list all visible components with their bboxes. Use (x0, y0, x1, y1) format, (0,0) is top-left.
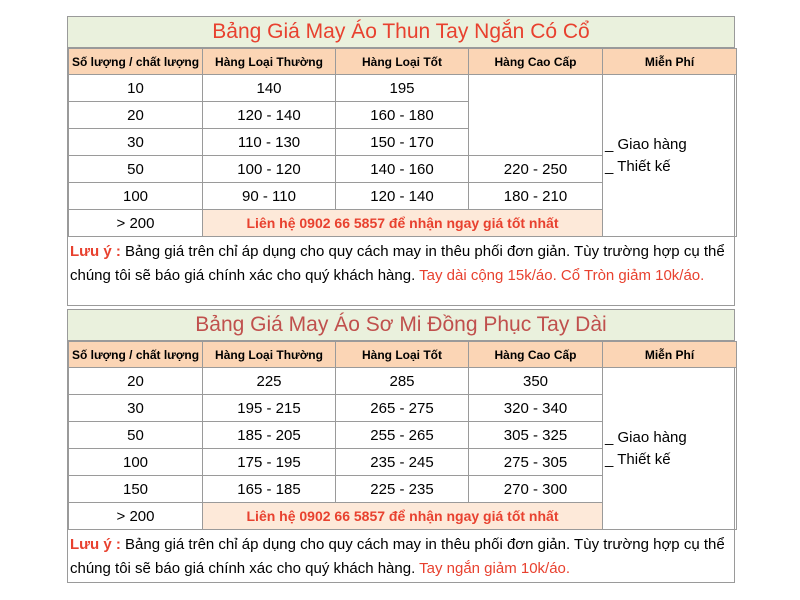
price-table-polo (67, 16, 735, 306)
header-quantity: Số lượng / chất lượng (69, 49, 203, 75)
qty-cell: 100 (69, 449, 203, 476)
premium-price-cell-empty (469, 75, 603, 156)
qty-cell: 150 (69, 476, 203, 503)
price-table-shirt (67, 309, 735, 583)
table-title: Bảng Giá May Áo Thun Tay Ngắn Có Cổ (68, 17, 734, 48)
good-price-cell: 140 - 160 (336, 156, 469, 183)
standard-price-cell: 195 - 215 (203, 395, 336, 422)
standard-price-cell: 100 - 120 (203, 156, 336, 183)
standard-price-cell: 225 (203, 368, 336, 395)
qty-cell: 20 (69, 368, 203, 395)
standard-price-cell: 110 - 130 (203, 129, 336, 156)
qty-cell: 30 (69, 129, 203, 156)
standard-price-cell: 175 - 195 (203, 449, 336, 476)
header-good: Hàng Loại Tốt (336, 342, 469, 368)
header-row (69, 49, 737, 75)
price-grid (68, 341, 737, 530)
free-delivery: _ Giao hàng (605, 135, 687, 153)
table-row (69, 75, 737, 102)
qty-cell: 50 (69, 156, 203, 183)
qty-cell: 20 (69, 102, 203, 129)
header-quantity: Số lượng / chất lượng (69, 342, 203, 368)
free-design: _ Thiết kế (605, 157, 671, 175)
note-text: Bảng giá trên chỉ áp dụng cho quy cách may in thêu phối đơn giản. Tùy trường hợp cụ thể chúng tôi sẽ báo giá chính xác cho quý khách hàng. (70, 243, 725, 284)
header-standard: Hàng Loại Thường (203, 49, 336, 75)
note-label: Lưu ý : (70, 536, 121, 553)
note-paragraph (68, 237, 734, 288)
qty-cell: > 200 (69, 503, 203, 530)
qty-cell: 30 (69, 395, 203, 422)
good-price-cell: 255 - 265 (336, 422, 469, 449)
header-row (69, 342, 737, 368)
good-price-cell: 285 (336, 368, 469, 395)
header-standard: Hàng Loại Thường (203, 342, 336, 368)
premium-price-cell: 180 - 210 (469, 183, 603, 210)
standard-price-cell: 165 - 185 (203, 476, 336, 503)
note-text: Bảng giá trên chỉ áp dụng cho quy cách may in thêu phối đơn giản. Tùy trường hợp cụ thể chúng tôi sẽ báo giá chính xác cho quý khách hàng. (70, 536, 725, 577)
good-price-cell: 195 (336, 75, 469, 102)
note-label: Lưu ý : (70, 243, 121, 260)
standard-price-cell: 185 - 205 (203, 422, 336, 449)
table-title: Bảng Giá May Áo Sơ Mi Đồng Phục Tay Dài (68, 310, 734, 341)
standard-price-cell: 140 (203, 75, 336, 102)
note-paragraph (68, 530, 734, 581)
price-grid (68, 48, 737, 237)
premium-price-cell: 270 - 300 (469, 476, 603, 503)
good-price-cell: 265 - 275 (336, 395, 469, 422)
good-price-cell: 150 - 170 (336, 129, 469, 156)
premium-price-cell: 350 (469, 368, 603, 395)
premium-price-cell: 275 - 305 (469, 449, 603, 476)
qty-cell: 50 (69, 422, 203, 449)
header-good: Hàng Loại Tốt (336, 49, 469, 75)
contact-offer: Liên hệ 0902 66 5857 để nhận ngay giá tốt nhất (203, 210, 603, 237)
header-free: Miễn Phí (603, 342, 737, 368)
note-highlight: Tay dài cộng 15k/áo. Cổ Tròn giảm 10k/áo. (419, 267, 705, 284)
good-price-cell: 160 - 180 (336, 102, 469, 129)
free-services-cell (603, 75, 737, 237)
good-price-cell: 225 - 235 (336, 476, 469, 503)
free-services-cell (603, 368, 737, 530)
free-delivery: _ Giao hàng (605, 428, 687, 446)
header-premium: Hàng Cao Cấp (469, 49, 603, 75)
free-design: _ Thiết kế (605, 450, 671, 468)
good-price-cell: 120 - 140 (336, 183, 469, 210)
header-free: Miễn Phí (603, 49, 737, 75)
standard-price-cell: 120 - 140 (203, 102, 336, 129)
qty-cell: > 200 (69, 210, 203, 237)
premium-price-cell: 220 - 250 (469, 156, 603, 183)
qty-cell: 10 (69, 75, 203, 102)
premium-price-cell: 320 - 340 (469, 395, 603, 422)
table-row (69, 368, 737, 395)
qty-cell: 100 (69, 183, 203, 210)
premium-price-cell: 305 - 325 (469, 422, 603, 449)
standard-price-cell: 90 - 110 (203, 183, 336, 210)
header-premium: Hàng Cao Cấp (469, 342, 603, 368)
note-highlight: Tay ngắn giảm 10k/áo. (419, 560, 571, 577)
contact-offer: Liên hệ 0902 66 5857 để nhận ngay giá tốt nhất (203, 503, 603, 530)
good-price-cell: 235 - 245 (336, 449, 469, 476)
